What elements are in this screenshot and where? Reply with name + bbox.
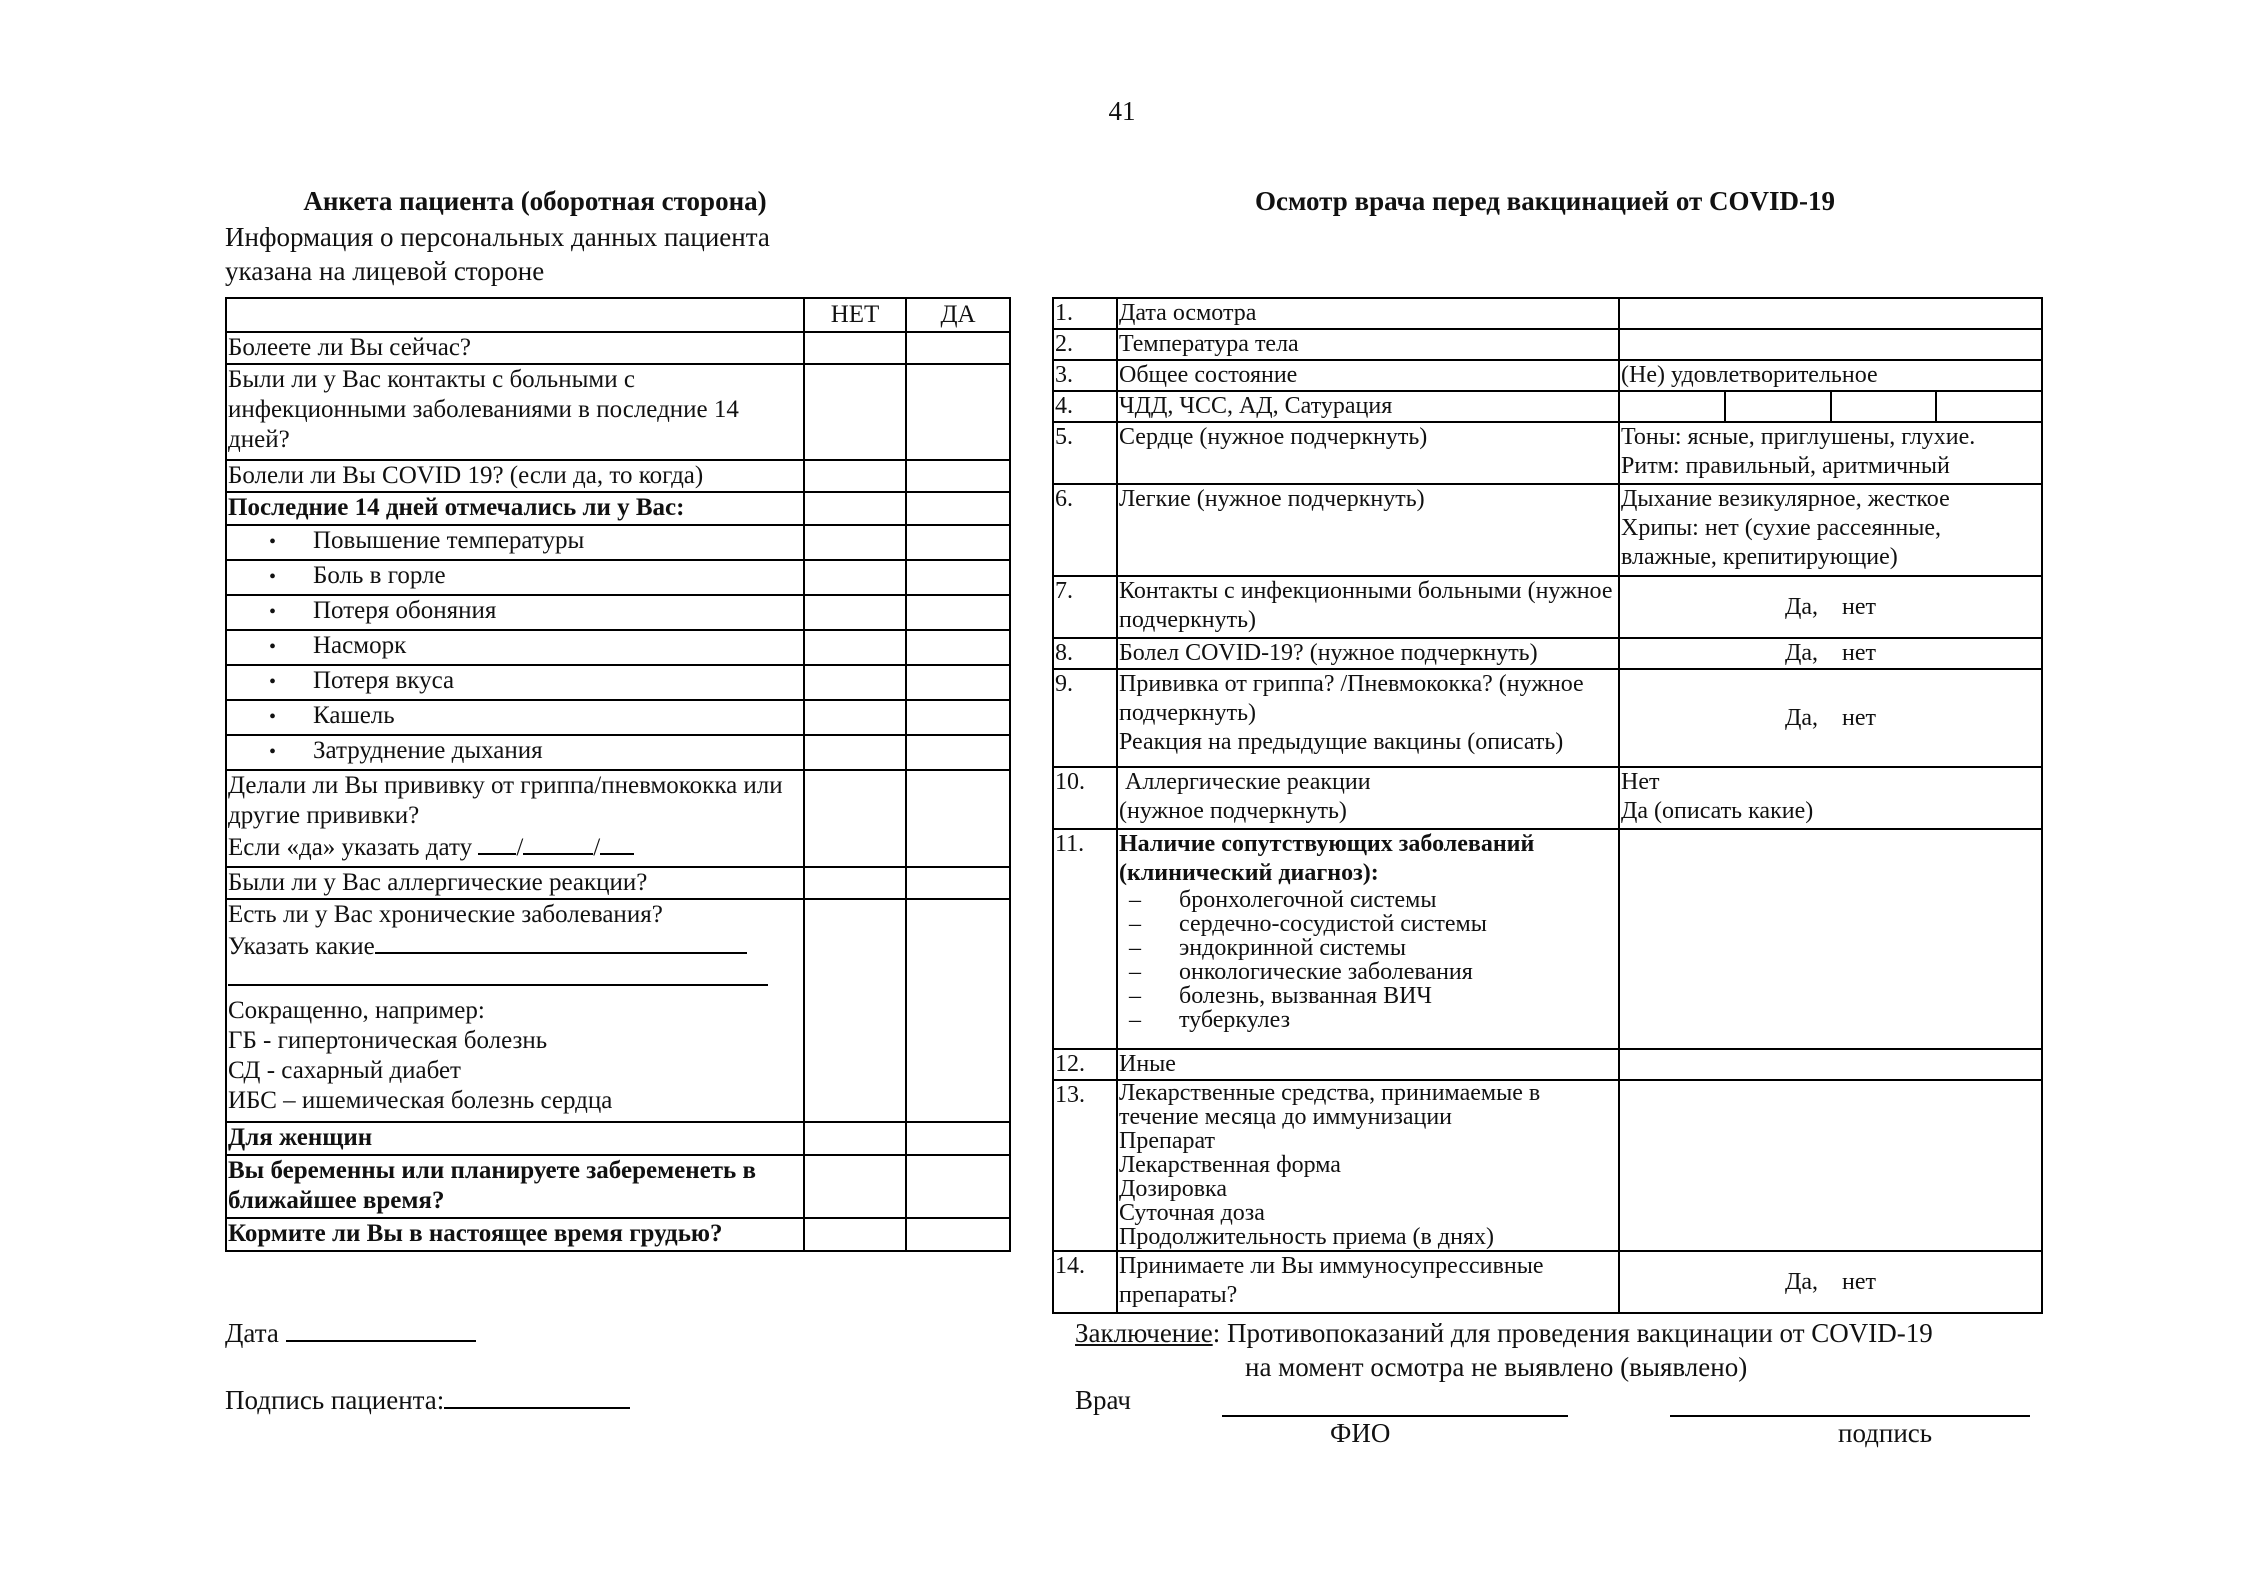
symptom-row [226,630,1010,665]
answer-no-cell[interactable] [804,770,906,867]
medication-field: Дозировка [1119,1176,1227,1202]
bullet-icon: • [269,671,277,693]
answer-yes-cell[interactable] [906,1122,1010,1155]
exam-row [1053,638,2042,669]
column-header-yes: ДА [906,298,1010,332]
table-row [226,867,1010,899]
comorbidity-item: – эндокринной системы [1129,935,1406,961]
yes-no-choice[interactable]: Да, нет [1619,1251,2042,1313]
exam-label: Аллергические реакции (нужное подчеркнуть) [1117,767,1619,829]
exam-label: Легкие (нужное подчеркнуть) [1117,484,1619,576]
question-pregnant: Вы беременны или планируете забеременеть в ближайшее время? [226,1155,804,1218]
questionnaire-title: Анкета пациента (оборотная сторона) [303,186,767,216]
answer-yes-cell[interactable] [906,700,1010,735]
question-sick-now: Болеете ли Вы сейчас? [226,332,804,364]
symptom-row [226,700,1010,735]
answer-yes-cell[interactable] [906,899,1010,1122]
date-label: Дата [225,1318,279,1348]
answer-yes-cell[interactable] [906,665,1010,700]
conclusion-label: Заключение [1075,1318,1213,1348]
exam-label: Общее состояние [1117,360,1619,391]
exam-value: Тоны: ясные, приглушены, глухие. Ритм: правильный, аритмичный [1619,422,2042,484]
patient-signature-field[interactable] [225,1385,630,1416]
answer-yes-cell[interactable] [906,525,1010,560]
abbr-sd: СД - сахарный диабет [228,1057,461,1084]
exam-label: Прививка от гриппа? /Пневмококка? (нужное подчеркнуть) Реакция на предыдущие вакцины (описать) [1117,669,1619,767]
exam-label: Контакты с инфекционными больными (нужное подчеркнуть) [1117,576,1619,638]
date-field[interactable] [225,1318,476,1349]
answer-yes-cell[interactable] [906,867,1010,899]
row-number: 4. [1053,391,1117,422]
signature-caption: подпись [1838,1418,1933,1448]
doctor-fio-line[interactable] [1222,1415,1568,1417]
exam-label: Болел COVID-19? (нужное подчеркнуть) [1117,638,1619,669]
info-line-1: Информация о персональных данных пациента [225,222,770,252]
chronic-specify-line: Указать какие [228,930,802,962]
table-row [226,770,1010,867]
bullet-icon: • [269,531,277,553]
comorbidity-item: – сердечно-сосудистой системы [1129,911,1487,937]
question-last-14-days: Последние 14 дней отмечались ли у Вас: [226,492,804,525]
answer-yes-cell[interactable] [906,630,1010,665]
column-header-no: НЕТ [804,298,906,332]
exam-row [1053,391,2042,422]
questionnaire-table [225,297,1011,1252]
medication-heading: Лекарственные средства, принимаемые в течение месяца до иммунизации [1119,1080,1541,1130]
answer-no-cell[interactable] [804,492,906,525]
exam-row [1053,669,2042,767]
row-number: 8. [1053,638,1117,669]
doctor-label: Врач [1075,1385,1131,1415]
medication-field: Препарат [1119,1128,1215,1154]
fio-caption: ФИО [1330,1418,1391,1448]
question-vaccine [226,770,804,867]
conclusion-text: : Противопоказаний для проведения вакцинации от COVID-19 [1212,1318,1933,1348]
yes-no-choice[interactable]: Да, нет [1619,638,2042,669]
bullet-icon: • [269,601,277,623]
exam-row [1053,1049,2042,1080]
question-breastfeed: Кормите ли Вы в настоящее время грудью? [226,1218,804,1251]
question-chronic-text: Есть ли у Вас хронические заболевания? [228,901,663,928]
question-allergy: Были ли у Вас аллергические реакции? [226,867,804,899]
symptom-row [226,560,1010,595]
exam-row [1053,329,2042,360]
answer-no-cell[interactable] [804,525,906,560]
table-row [226,1218,1010,1251]
medication-field: Лекарственная форма [1119,1152,1341,1178]
exam-label: ЧДД, ЧСС, АД, Сатурация [1117,391,1619,422]
row-number: 2. [1053,329,1117,360]
row-number: 14. [1053,1251,1117,1313]
symptom-item: • Затруднение дыхания [226,735,804,770]
table-row [226,492,1010,525]
comorbidity-item: – болезнь, вызванная ВИЧ [1129,983,1433,1009]
question-contacts: Были ли у Вас контакты с больными с инфекционными заболеваниями в последние 14 дней? [226,364,804,460]
info-line-2: указана на лицевой стороне [225,256,545,286]
table-row [226,460,1010,492]
exam-value-cell[interactable] [1619,298,2042,329]
bullet-icon: • [269,566,277,588]
doctor-signature-line[interactable] [1670,1415,2030,1417]
conclusion-text-2: на момент осмотра не выявлено (выявлено) [1245,1352,1748,1382]
question-chronic [226,899,804,1122]
answer-no-cell[interactable] [804,700,906,735]
abbr-title: Сокращенно, например: [228,997,485,1024]
comorbidity-heading: Наличие сопутствующих заболеваний (клинический диагноз): [1119,831,1535,886]
symptom-item: • Кашель [226,700,804,735]
exam-label: Сердце (нужное подчеркнуть) [1117,422,1619,484]
exam-row [1053,576,2042,638]
patient-signature-label: Подпись пациента: [225,1385,445,1415]
exam-label: Дата осмотра [1117,298,1619,329]
bullet-icon: • [269,636,277,658]
answer-no-cell[interactable] [804,1155,906,1218]
vaccine-date-line: Если «да» указать дату / / [228,831,802,863]
symptom-row [226,595,1010,630]
answer-yes-cell[interactable] [906,560,1010,595]
exam-row [1053,298,2042,329]
exam-title: Осмотр врача перед вакцинацией от COVID-19 [1255,186,1835,216]
answer-no-cell[interactable] [804,630,906,665]
answer-yes-cell[interactable] [906,460,1010,492]
bullet-icon: • [269,741,277,763]
answer-yes-cell[interactable] [906,492,1010,525]
row-number: 5. [1053,422,1117,484]
abbr-ibs: ИБС – ишемическая болезнь сердца [228,1087,613,1114]
answer-no-cell[interactable] [804,665,906,700]
answer-no-cell[interactable] [804,560,906,595]
table-row [226,332,1010,364]
header-empty-cell [226,298,804,332]
answer-no-cell[interactable] [804,460,906,492]
answer-yes-cell[interactable] [906,1155,1010,1218]
row-number: 1. [1053,298,1117,329]
exam-value-cell[interactable] [1619,1080,2042,1251]
exam-label: Принимаете ли Вы иммуносупрессивные препараты? [1117,1251,1619,1313]
table-row [226,1122,1010,1155]
abbr-gb: ГБ - гипертоническая болезнь [228,1027,548,1054]
exam-value: Нет Да (описать какие) [1619,767,2042,829]
yes-no-choice[interactable]: Да, нет [1619,576,2042,638]
row-number: 9. [1053,669,1117,767]
symptom-row [226,665,1010,700]
page-number: 41 [1108,96,1136,126]
yes-no-choice[interactable]: Да, нет [1619,669,2042,767]
answer-yes-cell[interactable] [906,1218,1010,1251]
answer-yes-cell[interactable] [906,332,1010,364]
women-header: Для женщин [226,1122,804,1155]
exam-row [1053,829,2042,1049]
table-header-row [226,298,1010,332]
symptom-item: • Потеря вкуса [226,665,804,700]
row-number: 12. [1053,1049,1117,1080]
comorbidity-item: – бронхолегочной системы [1129,887,1437,913]
answer-no-cell[interactable] [804,867,906,899]
answer-no-cell[interactable] [804,735,906,770]
question-covid: Болели ли Вы COVID 19? (если да, то когда) [226,460,804,492]
symptom-item: • Насморк [226,630,804,665]
comorbidity-item: – туберкулез [1129,1007,1291,1033]
exam-row [1053,1080,2042,1251]
answer-no-cell[interactable] [804,332,906,364]
exam-label [1117,829,1619,1049]
bullet-icon: • [269,706,277,728]
exam-value-cell[interactable] [1619,391,2042,422]
answer-no-cell[interactable] [804,364,906,460]
exam-row [1053,360,2042,391]
medication-field: Продолжительность приема (в днях) [1119,1224,1494,1250]
exam-value-cell[interactable] [1619,329,2042,360]
row-number: 10. [1053,767,1117,829]
exam-label [1117,1080,1619,1251]
exam-value-cell[interactable] [1619,1049,2042,1080]
answer-no-cell[interactable] [804,1218,906,1251]
exam-value: Дыхание везикулярное, жесткое Хрипы: нет (сухие рассеянные, влажные, крепитирующие) [1619,484,2042,576]
symptom-item: • Потеря обоняния [226,595,804,630]
answer-yes-cell[interactable] [906,595,1010,630]
answer-no-cell[interactable] [804,899,906,1122]
symptom-row [226,525,1010,560]
exam-row [1053,767,2042,829]
symptom-item: • Повышение температуры [226,525,804,560]
question-vaccine-text: Делали ли Вы прививку от гриппа/пневмококка или другие прививки? [228,772,783,829]
row-number: 3. [1053,360,1117,391]
exam-label: Температура тела [1117,329,1619,360]
symptom-item: • Боль в горле [226,560,804,595]
answer-no-cell[interactable] [804,1122,906,1155]
answer-yes-cell[interactable] [906,364,1010,460]
exam-row [1053,484,2042,576]
row-number: 6. [1053,484,1117,576]
exam-row [1053,422,2042,484]
conclusion [1075,1318,1933,1349]
comorbidity-item: – онкологические заболевания [1129,959,1473,985]
exam-value: (Не) удовлетворительное [1619,360,2042,391]
answer-yes-cell[interactable] [906,770,1010,867]
symptom-row [226,735,1010,770]
patient-signature-line[interactable] [444,1387,630,1409]
date-line[interactable] [286,1320,476,1342]
medication-field: Суточная доза [1119,1200,1265,1226]
table-row [226,899,1010,1122]
table-row [226,364,1010,460]
answer-yes-cell[interactable] [906,735,1010,770]
exam-table [1052,297,2043,1314]
row-number: 13. [1053,1080,1117,1251]
answer-no-cell[interactable] [804,595,906,630]
table-row [226,1155,1010,1218]
questionnaire-info [225,220,770,288]
exam-label: Иные [1117,1049,1619,1080]
row-number: 11. [1053,829,1117,1049]
row-number: 7. [1053,576,1117,638]
exam-row [1053,1251,2042,1313]
exam-value-cell[interactable] [1619,829,2042,1049]
